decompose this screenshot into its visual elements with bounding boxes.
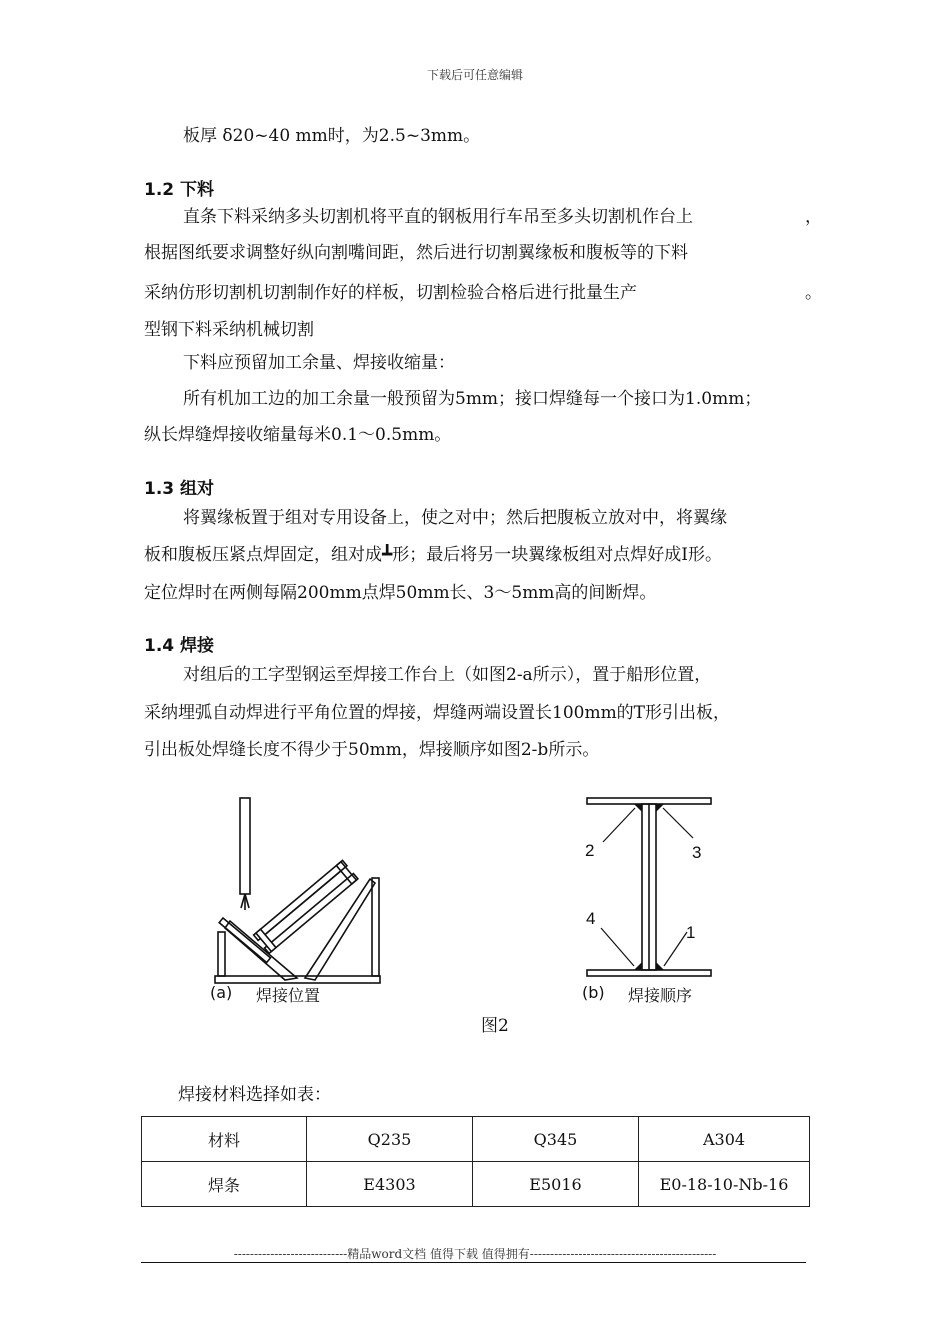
bottom-flange: [587, 970, 711, 976]
figure-a-caption: 焊接位置: [256, 986, 321, 1005]
paragraph-line: 对组后的工字型钢运至焊接工作台上（如图2-a所示），置于船形位置，: [183, 665, 712, 685]
top-flange: [587, 798, 711, 804]
section-heading-1-3: 1.3 组对: [144, 479, 215, 499]
figure-a-label: (a): [210, 983, 233, 1002]
sequence-number: 2: [585, 841, 595, 860]
table-intro: 焊接材料选择如表：: [178, 1085, 331, 1105]
figure-b-label: (b): [582, 983, 605, 1002]
section-heading-1-2: 1.2 下料: [144, 180, 215, 200]
paragraph-line: 定位焊时在两侧每隔200mm点焊50mm长、3～5mm高的间断焊。: [144, 583, 657, 603]
paragraph-line: 引出板处焊缝长度不得少于50mm，焊接顺序如图2-b所示。: [144, 740, 600, 760]
paragraph-line: 采纳仿形切割机切割制作好的样板，切割检验合格后进行批量生产: [144, 283, 637, 303]
sequence-number: 1: [686, 923, 696, 942]
table-cell: 焊条: [142, 1162, 307, 1207]
figure-a-welding-position: [205, 790, 395, 990]
footer-divider: [141, 1262, 806, 1263]
sequence-number: 3: [692, 843, 702, 862]
table-cell: Q345: [473, 1117, 639, 1162]
paragraph-line: 将翼缘板置于组对专用设备上，使之对中；然后把腹板立放对中，将翼缘: [183, 508, 727, 528]
table-cell: E5016: [473, 1162, 639, 1207]
paragraph-line: 型钢下料采纳机械切割: [144, 320, 314, 340]
paragraph-line: 所有机加工边的加工余量一般预留为5mm；接口焊缝每一个接口为1.0mm；: [183, 389, 762, 409]
paragraph-line: 采纳埋弧自动焊进行平角位置的焊接，焊缝两端设置长100mm的T形引出板，: [144, 703, 731, 723]
punctuation: 。: [805, 283, 822, 303]
paragraph-line: 根据图纸要求调整好纵向割嘴间距，然后进行切割翼缘板和腹板等的下料: [144, 243, 688, 263]
paragraph-line: 直条下料采纳多头切割机将平直的钢板用行车吊至多头切割机作台上: [183, 207, 693, 227]
table-cell: Q235: [307, 1117, 473, 1162]
figure-title: 图2: [481, 1016, 509, 1036]
table-row: [142, 1162, 810, 1207]
figure-b-caption: 焊接顺序: [628, 986, 693, 1005]
table-cell: A304: [639, 1117, 810, 1162]
punctuation: ，: [805, 207, 822, 227]
page-header: 下载后可任意编辑: [426, 68, 523, 82]
page-footer: ----------------------------精品word文档 值得下载 值得拥有----------------------------------------------: [233, 1247, 717, 1261]
welding-torch-icon: [240, 798, 250, 894]
paragraph-line: 板和腹板压紧点焊固定，组对成┻形；最后将另一块翼缘板组对点焊好成Ⅰ形。: [144, 545, 722, 565]
paragraph-line: 纵长焊缝焊接收缩量每米0.1～0.5mm。: [144, 425, 452, 445]
paragraph-line: 板厚 δ20~40 mm时，为2.5~3mm。: [183, 126, 481, 146]
paragraph-line: 下料应预留加工余量、焊接收缩量：: [183, 353, 455, 373]
table-row: [142, 1117, 810, 1162]
table-cell: E0-18-10-Nb-16: [639, 1162, 810, 1207]
welding-material-table: [141, 1116, 810, 1207]
table-cell: E4303: [307, 1162, 473, 1207]
figure-b-welding-sequence: [575, 790, 725, 990]
section-heading-1-4: 1.4 焊接: [144, 636, 215, 656]
sequence-number: 4: [586, 909, 596, 928]
table-cell: 材料: [142, 1117, 307, 1162]
